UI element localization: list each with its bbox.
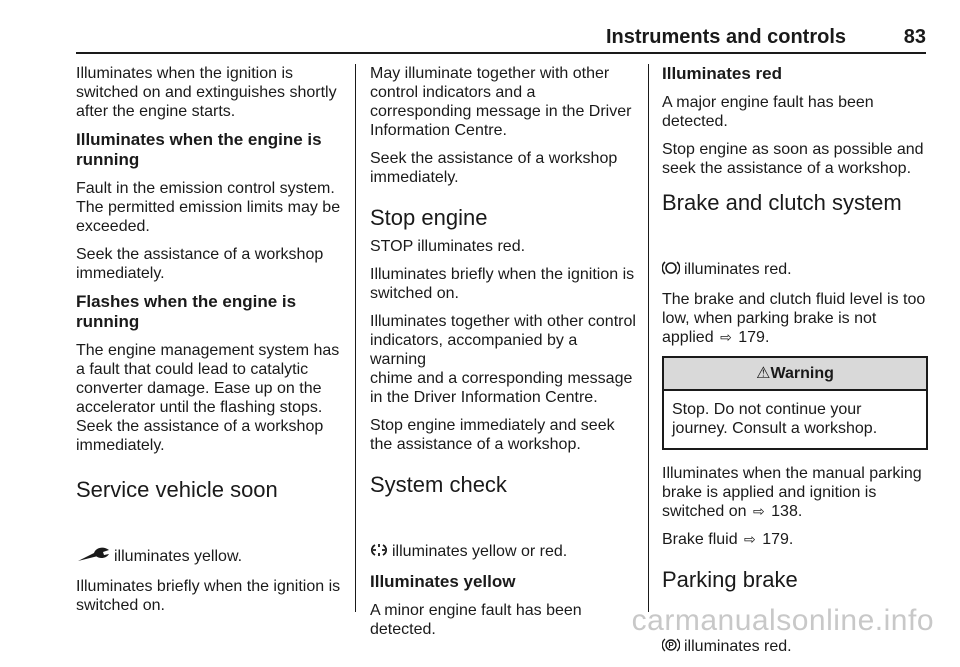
system-indicator-text: illuminates yellow or red. [392, 543, 568, 560]
paragraph-text: Brake fluid [662, 531, 738, 548]
paragraph: Stop engine as soon as possible and seek the assistance of a workshop. [662, 141, 924, 177]
system-indicator-line [370, 504, 636, 563]
subheading-illuminates-yellow: Illuminates yellow [370, 572, 516, 591]
wrench-icon [76, 528, 110, 568]
paragraph: Illuminates briefly when the ignition is switched on. [370, 266, 635, 302]
column-separator [648, 64, 649, 612]
paragraph: Stop engine immediately and seek the assistance of a workshop. [370, 417, 615, 453]
svg-text:P: P [668, 641, 674, 650]
paragraph: Illuminates together with other control indicators, accompanied by a warning chime and a corresponding message in the Driver Information Centre. [370, 313, 636, 406]
page-ref-arrow-icon: ⇨ [720, 329, 732, 345]
column-separator [355, 64, 356, 612]
paragraph: A minor engine fault has been detected. [370, 602, 582, 638]
section-heading-brake-clutch: Brake and clutch system [662, 190, 902, 215]
column-1 [76, 64, 344, 624]
section-heading-stop-engine: Stop engine [370, 205, 488, 230]
section-heading-service-vehicle: Service vehicle soon [76, 477, 278, 502]
manual-brake-paragraph [662, 464, 928, 521]
warning-box [662, 356, 928, 450]
subheading-illuminates-red: Illuminates red [662, 64, 782, 83]
warning-header [664, 358, 926, 391]
paragraph-text: Illuminates when the manual parking brake is applied and ignition is switched on [662, 465, 922, 520]
column-2 [370, 64, 636, 648]
system-check-icon [370, 523, 388, 563]
service-indicator-text: illuminates yellow. [114, 548, 243, 565]
paragraph: A major engine fault has been detected. [662, 94, 874, 130]
paragraph: Illuminates when the ignition is switched on and extinguishes shortly after the engine starts. [76, 65, 337, 120]
page-reference[interactable]: 138. [771, 503, 803, 520]
paragraph: Seek the assistance of a workshop immediately. [370, 150, 618, 186]
service-indicator-line [76, 509, 344, 568]
page-reference[interactable]: 179. [738, 329, 770, 346]
header-title: Instruments and controls [605, 26, 846, 48]
column-3 [662, 64, 928, 667]
brake-warning-icon [662, 241, 680, 281]
paragraph: May illuminate together with other control indicators and a corresponding message in the Driver Information Centre. [370, 65, 632, 139]
paragraph-text: The brake and clutch fluid level is too low, when parking brake is not applied [662, 291, 926, 346]
brake-fluid-paragraph [662, 290, 928, 347]
warning-triangle-icon: ⚠ [756, 365, 771, 382]
paragraph: The engine management system has a fault that could lead to catalytic converter damage. Ease up on the accelerator until the flashing stops. Seek the assistance of a workshop immediately. [76, 342, 340, 454]
stop-indicator-line: STOP illuminates red. [370, 238, 526, 255]
warning-text: Stop. Do not continue your journey. Consult a workshop. [672, 401, 878, 437]
page-ref-arrow-icon: ⇨ [752, 503, 765, 519]
page-reference[interactable]: 179. [762, 531, 794, 548]
paragraph: Seek the assistance of a workshop immediately. [76, 246, 324, 282]
parking-indicator-text: illuminates red. [684, 638, 792, 655]
brake-indicator-line [662, 222, 928, 281]
section-heading-system-check: System check [370, 472, 507, 497]
subheading-engine-flashes: Flashes when the engine is running [76, 292, 297, 331]
page-header [76, 24, 926, 54]
page-number: 83 [903, 26, 926, 48]
paragraph: Illuminates briefly when the ignition is switched on. [76, 578, 341, 614]
warning-title: Warning [770, 365, 834, 382]
paragraph: Fault in the emission control system. The permitted emission limits may be exceeded. [76, 180, 341, 235]
subheading-engine-running: Illuminates when the engine is running [76, 130, 322, 169]
section-heading-parking-brake: Parking brake [662, 567, 798, 592]
watermark: carmanualsonline.info [631, 604, 934, 637]
brake-fluid-ref-paragraph [662, 530, 928, 549]
brake-indicator-text: illuminates red. [684, 261, 792, 278]
page-ref-arrow-icon: ⇨ [744, 531, 756, 547]
